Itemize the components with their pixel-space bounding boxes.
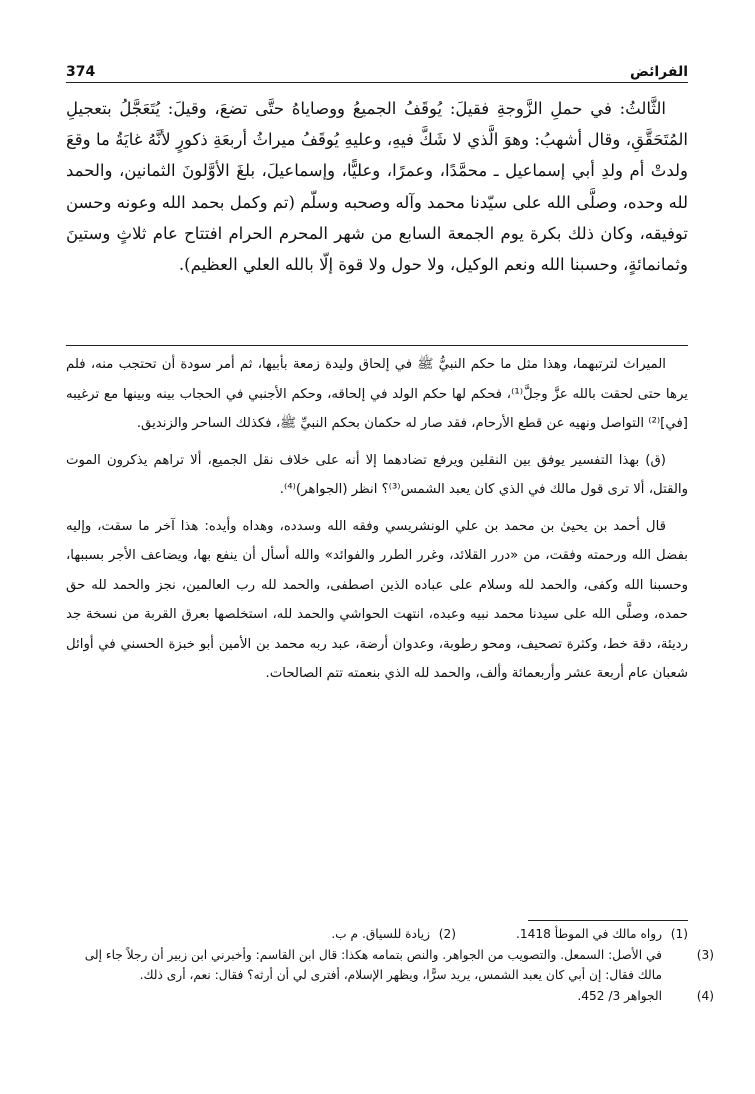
- footnotes: [66, 924, 714, 1006]
- footnote-marker: (2): [438, 927, 456, 941]
- section-divider: [66, 345, 688, 346]
- footnote-text: الجواهر 3/ 452.: [577, 988, 662, 1003]
- commentary-paragraph: قال أحمد بن يحيىٰ بن محمد بن علي الونشريسي وفقه الله وسدده، وهداه وأيده: هذا آخر ما سقت، وإليه بفضل الله ورحمته وفقت، من «درر القلائد، وغرر الطرر والفوائد» والله أسأل أن ينفع بها، ويضاعف الأجر بسببها، وحسبنا الله وكفى، والحمد لله وسلام على عباده الذين اصطفى، والحمد لله رب العالمين، نجز والحمد لله حق حمده، وصلَّى الله على سيدنا محمد نبيه وعبده، انتهت الحواشي والحمد لله، استخلصها بعرق القربة من نسخة جد رديئة، دقة خط، وكثرة تصحيف، ومحو رطوبة، وعدوان أرضة، عبد ربه محمد بن الأمين أبو خبزة الحسني في أوائل شعبان عام أربعة عشر وأربعمائة وألف، والحمد لله الذي بنعمته تتم الصالحات.: [66, 518, 688, 681]
- footnote-text: رواه مالك في الموطأ 1418.: [515, 927, 662, 941]
- footnote-marker: (1): [670, 927, 688, 941]
- commentary-paragraph: (ق) بهذا التفسير يوفق بين النقلين ويرفع تضادهما إلا أنه على خلاف نقل الجميع، ألا تراهم يذكرون الموت والقتل، ألا ترى قول مالك في الذي كان يعبد الشمس⁽³⁾؟ انظر (الجواهر)⁽⁴⁾.: [66, 452, 688, 497]
- footnote-text: زيادة للسياق. م ب.: [331, 927, 430, 941]
- page-header: [66, 50, 688, 83]
- page: [66, 50, 688, 696]
- page-number: 374: [66, 64, 96, 80]
- footnote-2: [331, 924, 456, 945]
- main-paragraph: الثَّالثُ: في حملِ الزَّوجةِ فقيلَ: يُوقَفُ الجميعُ ووصاياهُ حتَّى تضعَ، وقيلَ: يُتَعَجَّلُ بتعجيلِ المُتَحَقَّقِ، وقال أشهبُ: وهوَ الَّذي لا شَكَّ فيهِ، وعليهِ يُوقَفُ ميراثُ أربعَةِ ذكورٍ لأنَّهُ غايَةُ ما وقعَ ولدتْ أم ولدِ أبي إسماعيل ـ محمَّدًا، وعمرًا، وعليًّا، وإسماعيلَ، بلغَ الأوَّلونَ الثمانين، والحمد لله وحده، وصلَّى الله على سيّدنا محمد وآله وصحبه وسلّم (تم وكمل بحمد الله وعونه وحسن توفيقه، وكان ذلك بكرة يوم الجمعة السابع من شهر المحرم الحرام افتتاح عام ثلاثٍ وستينَ وثمانمائةٍ، وحسبنا الله ونعم الوكيل، ولا حول ولا قوة إلّا بالله العلي العظيم).: [66, 99, 688, 275]
- commentary-paragraph: الميراث لترتبهما، وهذا مثل ما حكم النبيُّ ﷺ في إلحاق وليدة زمعة بأبيها، ثم أمر سودة أن تحتجب منه، فلم يرها حتى لحقت بالله عزَّ وجلَّ⁽¹⁾، فحكم لها حكم الولد في إلحاقه، وحكم الأجنبي في الحجاب بينه وبينها مع ترغيبه [في]⁽²⁾ التواصل ونهيه عن قطع الأرحام، فقد صار له حكمان بحكم النبيِّ ﷺ، فكذلك الساحر والزنديق.: [66, 357, 688, 431]
- footnote-3: [66, 945, 714, 986]
- main-text: [66, 93, 688, 337]
- footnote-1: [516, 924, 688, 945]
- running-title: الفرائض: [630, 64, 688, 80]
- footnote-row: [66, 924, 688, 945]
- footnote-rule: [528, 920, 688, 921]
- footnote-text: في الأصل: السمعل. والتصويب من الجواهر. والنص بتمامه هكذا: قال ابن القاسم: وأخبرني ابن زبير أن رجلاً جاء إلى مالك فقال: إن أبي كان يعبد الشمس، يريد سرًّا، ويظهر الإسلام، أفترى لي أن أرثه؟ فقال: نعم، أرى ذلك.: [84, 947, 662, 982]
- commentary: [66, 350, 688, 689]
- footnote-marker: (3): [696, 947, 714, 962]
- footnote-4: [66, 986, 714, 1007]
- footnote-marker: (4): [696, 988, 714, 1003]
